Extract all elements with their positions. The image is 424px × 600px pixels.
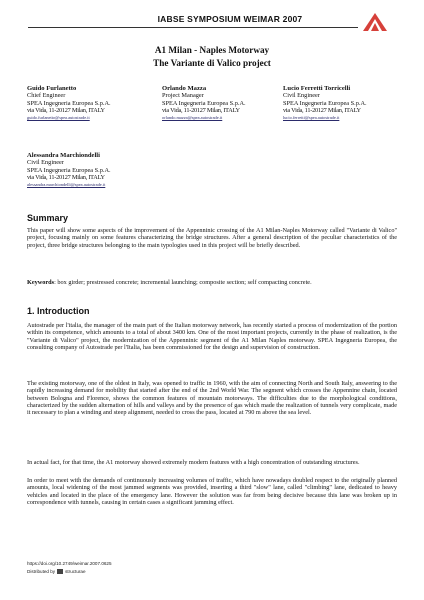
intro-paragraph-2: The existing motorway, one of the oldest in Italy, was opened to traffic in 1960, with the aim of connecting North and South Italy, answering to the rapidly increasing demand for mobility that started after the end of the 2nd World War. The segment which crosses the Appennine chain, located between Bologna and Florence, shows the common features of mountain motorways. The difficulties due to the morphological conditions, characterized by the sudden alternation of hills and valleys and by the presence of gas which made the realization of tunnels very complicate, made it necessary to plan a winding and steep alignment, needed to cross the pass, located at 790 m above the sea level. <box>27 380 397 417</box>
author-address: via Vida, 11-20127 Milan, ITALY <box>27 173 105 181</box>
keywords-label: Keywords <box>27 279 55 286</box>
paper-title-line2: The Variante di Valico project <box>153 58 271 68</box>
author-company: SPEA Ingegneria Europea S.p.A. <box>162 99 246 107</box>
paper-title-line1: A1 Milan - Naples Motorway <box>154 45 270 55</box>
structurae-logo-icon <box>57 569 63 574</box>
summary-heading: Summary <box>27 213 69 223</box>
page-header <box>0 0 424 40</box>
iabse-logo-icon <box>362 12 388 32</box>
author-name: Alessandra Marchiondelli <box>27 152 100 159</box>
author-name: Orlando Mazza <box>162 85 207 92</box>
author-name: Lucio Ferretti Torricelli <box>283 85 351 92</box>
author-block <box>27 152 147 188</box>
distribution-line <box>27 569 86 574</box>
keywords-text: : box girder; prestressed concrete; incremental launching; composite section; self compacting concrete. <box>54 279 312 286</box>
author-email[interactable]: guido.furlanetto@spea.autostrade.it <box>27 115 90 121</box>
author-role: Chief Engineer <box>27 92 66 100</box>
author-role: Civil Engineer <box>27 159 64 167</box>
paper-title <box>60 44 364 70</box>
intro-paragraph-4: In order to meet with the demands of continuously increasing volumes of traffic, which have nowadays doubled respect to the originally planned amounts, local widening of the most jammed segments was provided, inserting a third "slow" lane, called "climbing" lane, dedicated to heavy vehicles and located in the place of the emergency lane. However the solution was far from being decisive because this lane was broken up in correspondence with tunnels, causing in certain cases a significant jamming effect. <box>27 477 397 507</box>
author-role: Civil Engineer <box>283 92 320 100</box>
header-rule <box>28 27 358 28</box>
author-block <box>162 85 272 121</box>
intro-paragraph-3: In actual fact, for that time, the A1 motorway showed extremely modern features with a high concentration of outstanding structures. <box>27 459 360 466</box>
author-block <box>27 85 137 121</box>
author-address: via Vida, 11-20127 Milan, ITALY <box>162 106 240 114</box>
distributed-by-label: Distributed by <box>27 569 56 574</box>
author-block <box>283 85 399 121</box>
doi-link[interactable]: https://doi.org/10.2749/weimar.2007.0625 <box>27 561 112 566</box>
structurae-brand: structurae <box>65 569 86 574</box>
summary-text: This paper will show some aspects of the improvement of the Appenninic crossing of the A1 Milan-Naples Motorway called "Variante di Valico" project, focusing mainly on some features characterizing the bridge structures. After a general description of the peculiar characteristics of the project, three bridge structures belonging to the main typologies used in this project will be briefly described. <box>27 227 397 249</box>
author-company: SPEA Ingegneria Europea S.p.A. <box>27 166 111 174</box>
author-email[interactable]: alessandra.marchiondelli@spea.autostrade.it <box>27 182 106 188</box>
author-company: SPEA Ingegneria Europea S.p.A. <box>27 99 111 107</box>
author-role: Project Manager <box>162 92 204 100</box>
author-company: SPEA Ingegneria Europea S.p.A. <box>283 99 367 107</box>
keywords <box>27 279 397 286</box>
author-address: via Vida, 11-20127 Milan, ITALY <box>27 106 105 114</box>
author-address: via Vida, 11-20127 Milan, ITALY <box>283 106 361 114</box>
author-email[interactable]: orlando.mazza@spea.autostrade.it <box>162 115 223 121</box>
conference-title: IABSE SYMPOSIUM WEIMAR 2007 <box>157 14 303 24</box>
author-email[interactable]: lucio.ferretti@spea.autostrade.it <box>283 115 340 121</box>
introduction-heading: 1. Introduction <box>27 306 90 316</box>
author-name: Guido Furlanetto <box>27 85 77 92</box>
intro-paragraph-1: Autostrade per l'italia, the manager of the main part of the Italian motorway network, has recently started a process of modernization of the portion within its competence, which amounts to a total of about 3400 km. One of the most important projects, currently in the phase of realization, is the "Variante di Valico" project, the modernization of the Appenninic segment of the A1 Milan Naples motorway. SPEA Ingegneria Europea, the consulting company of Autostrade per l'Italia, has been commissioned for the design and supervision of construction. <box>27 322 397 352</box>
